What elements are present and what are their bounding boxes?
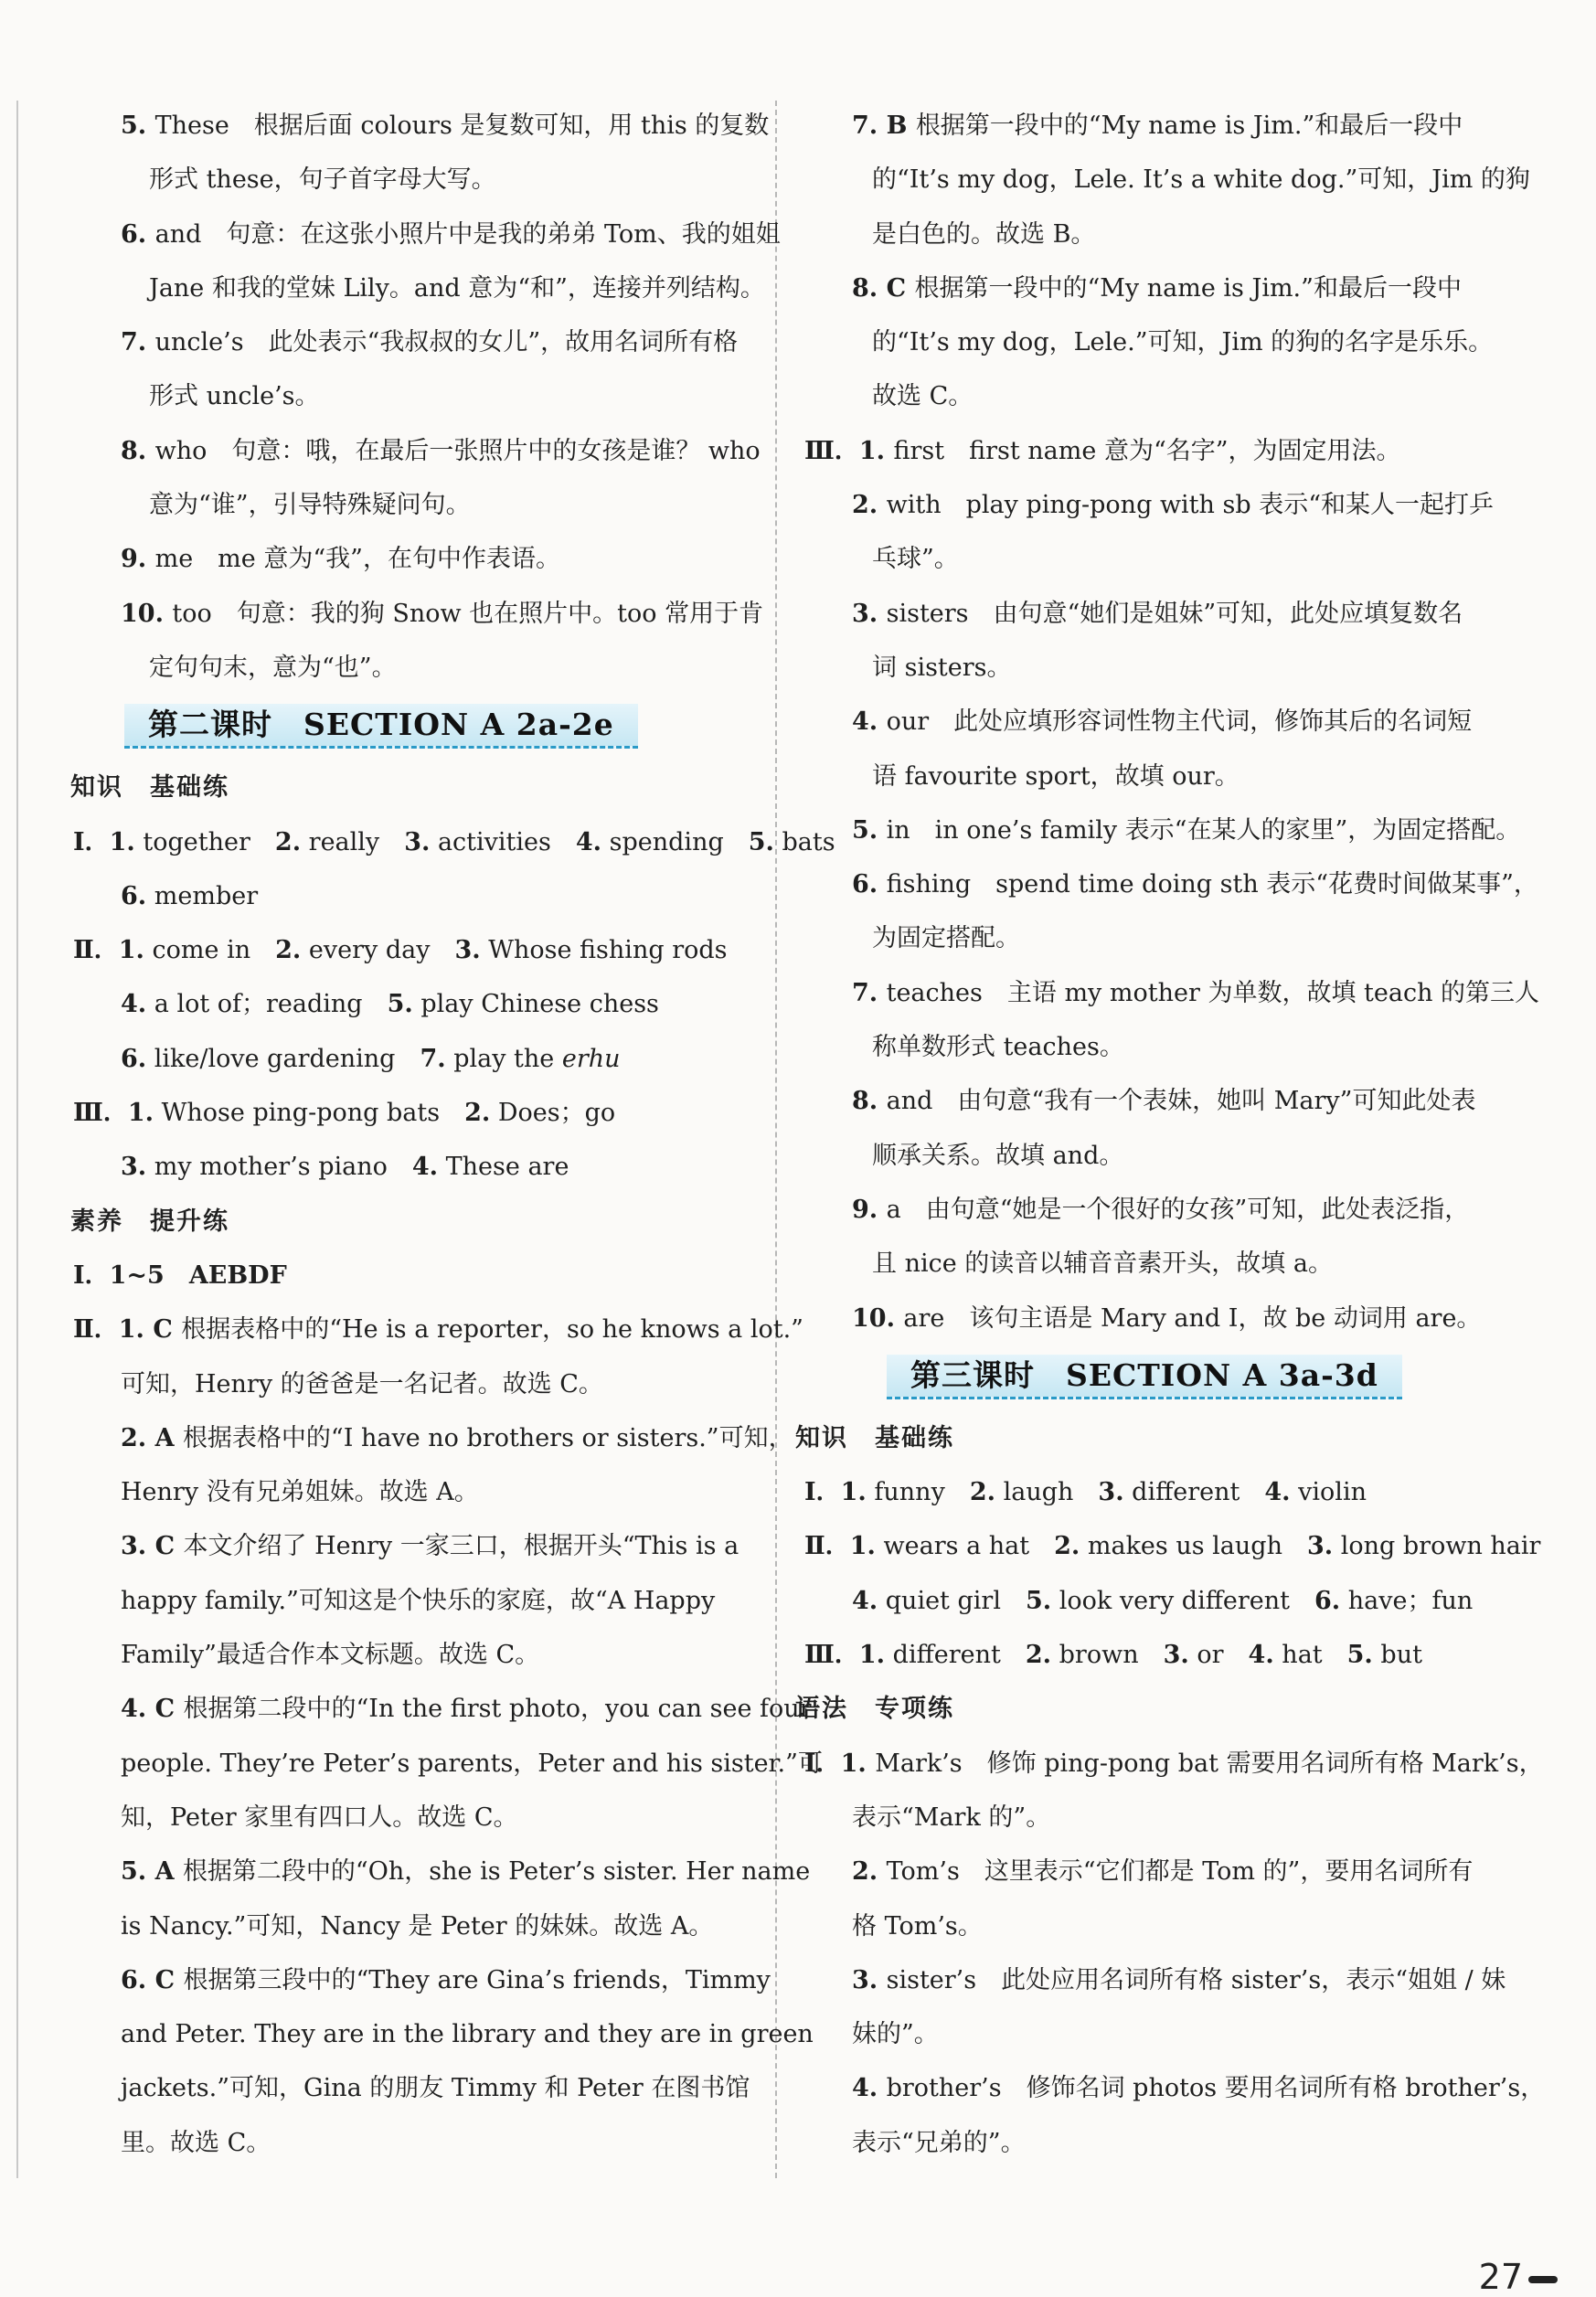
answer-text: a 由句意“她是一个很好的女孩”可知，此处表泛指， [886,1195,1470,1224]
answer-item [804,641,1499,695]
inline-text: 6. [121,1044,147,1073]
inline-text: 2. [275,936,302,965]
section-title [73,695,768,760]
answer-number: 3. C [121,1532,184,1561]
answer-text: jackets.”可知，Gina 的朋友 Timmy 和 Peter 在图书馆 [121,2074,750,2103]
answer-item [73,315,768,369]
inline-text: 3. [121,1153,147,1182]
answer-item [804,478,1499,532]
left-column [70,99,835,2170]
answer-text: in in one’s family 表示“在某人的家里”，为固定搭配。 [886,815,1521,845]
inline-text: 1. [118,936,144,965]
answer-item [73,369,768,423]
answer-text: 词 sisters。 [872,653,1012,682]
answer-text: 且 nice 的读音以辅音音素开头，故填 a。 [872,1250,1333,1279]
answer-item [804,695,1499,749]
answer-number: 4. C [121,1695,184,1724]
inline-text: 3. [1163,1641,1189,1670]
answer-number: 8. [121,436,155,465]
answer-number: 8. [852,1087,887,1116]
reading-answer [73,1465,768,1519]
reading-answer [73,1357,768,1411]
answer-text: 根据第三段中的“They are Gina’s friends，Timmy [183,1965,771,1994]
inline-text: 2. [274,827,302,856]
answer-text: sisters 由句意“她们是姐妹”可知，此处应填复数名 [886,599,1463,628]
answer-item [804,803,1521,857]
answer-text: happy family.”可知这是个快乐的家庭，故“A Happy [121,1586,716,1615]
answer-text: sister’s 此处应用名词所有格 sister’s，表示“姐姐 / 妹 [886,1965,1506,1994]
answer-number: 9. [852,1195,887,1224]
grammar-answer [804,2116,1499,2170]
answer-text: 根据表格中的“He is a reporter，so he knows a lot.” [181,1315,803,1345]
answer-text: 表示“兄弟的”。 [852,2128,1026,2157]
page-number [1479,2257,1558,2297]
answer-text: 形式 these，句子首字母大写。 [149,165,496,195]
reading-answer [73,2116,768,2170]
answer-item [804,911,1499,965]
answer-text: 根据第一段中的“My name is Jim.”和最后一段中 [915,112,1463,140]
answer-item [804,207,1499,261]
inline-text: 4. [1248,1641,1274,1670]
answer-number: 4. [852,2074,887,2103]
answer-item [804,966,1540,1020]
answer-text: is Nancy.”可知，Nancy 是 Peter 的妹妹。故选 A。 [121,1911,714,1941]
answer-text: 形式 uncle’s。 [149,382,320,411]
page-number-text: 27 [1478,2257,1523,2297]
reading-answer [73,1953,771,2007]
page-edge-line [16,101,18,2178]
basic-answer-row: Ⅱ．1. come in 2. every day 3. Whose fishing rods [73,936,728,965]
reading-answer [73,1303,803,1356]
basic-answer-row: Ⅱ．1. wears a hat 2. makes us laugh 3. long brown hair [804,1532,1541,1561]
answer-text: too 句意：我的狗 Snow 也在照片中。too 常用于肯 [172,599,764,628]
answer-number: 6. [852,870,887,899]
answer-text: who 句意：哦，在最后一张照片中的女孩是谁？ who [154,436,761,465]
basic-answer-row: 6. member [121,881,259,910]
answer-text: These 根据后面 colours 是复数可知，用 this 的复数 [154,112,770,140]
answer-item [804,315,1499,369]
answer-item [73,207,781,261]
answer-text: 知，Peter 家里有四口人。故选 C。 [121,1803,518,1832]
page-number-mark [1528,2276,1558,2283]
inline-text: 1. [849,1532,876,1561]
improve-row [73,1249,768,1303]
grammar-answer [804,2061,1546,2115]
inline-text: 1. [109,827,135,856]
answer-text: me me 意为“我”，在句中作表语。 [154,545,560,574]
answer-text: 妹的”。 [852,2020,939,2049]
answer-item [804,153,1530,207]
answer-number: 8. C [852,273,915,303]
subsection-heading: 知识 基础练 [795,1423,954,1452]
inline-text: Ⅰ．1~5 AEBDF [73,1260,287,1290]
section-title-text: 第三课时 SECTION A 3a-3d [887,1355,1402,1399]
answer-item [804,750,1499,803]
inline-text: 5. [748,827,774,856]
inline-text: Ⅰ． [73,827,110,856]
answer-text: our 此处应填形容词性物主代词，修饰其后的名词短 [886,707,1473,737]
answer-text: and 由句意“我有一个表妹，她叫 Mary”可知此处表 [886,1087,1476,1116]
inline-text: 1. [127,1099,154,1128]
inline-text: 2. [1054,1532,1080,1561]
answer-item [804,1292,1499,1345]
inline-text: 4. [575,827,602,856]
answer-item [73,424,768,478]
inline-text: 3. [454,936,481,965]
reading-answer [73,2007,814,2061]
answer-text: 故选 C。 [872,382,974,411]
answer-number: 10. [121,599,173,628]
answer-text: Family”最适合作本文标题。故选 C。 [121,1641,540,1670]
basic-answer-row: Ⅰ．1. funny 2. laugh 3. different 4. violin [804,1478,1367,1507]
inline-text: 2. [1025,1641,1052,1670]
basic-answer-row: 6. like/love gardening 7. play the erhu [121,1044,621,1073]
answer-text: 根据第二段中的“In the first photo，you can see four [183,1695,812,1724]
answer-text: are 该句主语是 Mary and I，故 be 动词用 are。 [903,1303,1482,1333]
answer-number: 2. A [121,1423,183,1452]
answer-number: 3. [852,599,887,628]
inline-text: Ⅱ． [73,936,119,965]
answer-text: 语 favourite sport，故填 our。 [872,761,1240,791]
inline-text: 1. [858,1641,886,1670]
inline-text: 5. [1025,1586,1052,1615]
answer-text: Mark’s 修饰 ping-pong bat 需要用名词所有格 Mark’s， [875,1749,1544,1778]
answer-number: 7. [121,328,155,357]
answer-text: 的“It’s my dog，Lele. It’s a white dog.”可知，Jim 的狗 [872,165,1530,195]
reading-answer [73,1899,768,1953]
answer-item [804,532,1499,586]
basic-answer-row: Ⅲ．1. different 2. brown 3. or 4. hat 5. but [804,1641,1422,1670]
inline-text: Ⅲ． [804,1641,859,1670]
inline-text: 4. [1264,1478,1291,1507]
answer-item [73,99,768,153]
answer-text: 意为“谁”，引导特殊疑问句。 [149,491,471,520]
answer-number: 5. [121,112,155,140]
answer-item [73,478,768,532]
inline-text: 2. [464,1099,491,1128]
answer-number: 7. [852,978,887,1007]
answer-item [804,261,1499,315]
inline-text: 7. [420,1044,446,1073]
answer-number: Ⅱ．1. C [73,1315,182,1345]
answer-number: 5. [852,815,887,845]
inline-text: 3. [1098,1478,1124,1507]
section-title [804,1345,1499,1411]
inline-text: 4. [121,990,147,1019]
answer-text: first first name 意为“名字”，为固定用法。 [893,436,1401,465]
answer-item [804,1020,1499,1074]
answer-item [73,641,768,695]
reading-answer [73,1628,768,1682]
answer-text: 根据第一段中的“My name is Jim.”和最后一段中 [914,273,1462,303]
inline-text: 4. [852,1586,878,1615]
inline-text: 5. [1346,1641,1373,1670]
grammar-answer [804,1737,1544,1791]
section-title-text: 第二课时 SECTION A 2a-2e [124,704,638,749]
reading-answer [73,1682,812,1736]
subsection-heading: 素养 提升练 [70,1207,229,1236]
answer-item [804,1183,1499,1237]
inline-text: 4. [411,1153,439,1182]
answer-text: 的“It’s my dog，Lele.”可知，Jim 的狗的名字是乐乐。 [872,328,1494,357]
answer-text: 根据表格中的“I have no brothers or sisters.”可知， [182,1423,793,1452]
answer-item [804,857,1538,911]
reading-answer [73,1845,811,1898]
answer-text: 乓球”。 [872,545,959,574]
inline-text: 6. [121,881,147,910]
subsection-heading: 知识 基础练 [70,773,229,803]
answer-item [804,1129,1499,1183]
answer-number: Ⅰ．1. [804,1749,876,1778]
answer-item [804,424,1499,478]
answer-text: 是白色的。故选 B。 [872,219,1096,249]
answer-item [73,587,768,641]
answer-text: 为固定搭配。 [872,924,1020,953]
inline-text: 2. [969,1478,996,1507]
subsection-heading: 语法 专项练 [795,1695,954,1724]
answer-number: 7. B [852,112,916,140]
answer-number: 2. [852,1857,887,1887]
answer-number: 9. [121,545,155,574]
inline-text: erhu [561,1044,621,1073]
answer-item [804,99,1499,153]
answer-text: and Peter. They are in the library and they are in green [121,2020,814,2049]
inline-text: 5. [387,990,413,1019]
answer-text: 可知，Henry 的爸爸是一名记者。故选 C。 [121,1369,603,1398]
basic-answer-row: 4. a lot of；reading 5. play Chinese chess [121,990,659,1019]
reading-answer [73,2061,768,2115]
answer-number: 5. A [121,1857,183,1887]
answer-text: teaches 主语 my mother 为单数，故填 teach 的第三人 [886,978,1540,1007]
answer-number: 6. C [121,1965,184,1994]
answer-number: 10. [852,1303,904,1333]
inline-text: Ⅲ． [73,1099,128,1128]
answer-text: and 句意：在这张小照片中是我的弟弟 Tom、我的姐姐 [154,219,781,249]
answer-text: 本文介绍了 Henry 一家三口，根据开头“This is a [183,1532,739,1561]
answer-text: people. They’re Peter’s parents，Peter and his sister.”可 [121,1749,823,1778]
answer-text: 表示“Mark 的”。 [852,1803,1051,1832]
answer-item [804,1237,1499,1291]
inline-text: Ⅰ． [804,1478,841,1507]
answer-text: 定句句末，意为“也”。 [149,653,397,682]
reading-answer [73,1574,768,1628]
answer-item [73,153,768,207]
inline-text: 1. [840,1478,867,1507]
basic-answer-row: Ⅰ．1. together 2. really 3. activities 4. spending 5. bats [73,827,835,856]
grammar-answer [804,1953,1506,2007]
answer-item [73,261,768,315]
answer-item [804,587,1499,641]
answer-item [73,532,768,586]
grammar-answer [804,2007,1499,2061]
answer-text: 顺承关系。故填 and。 [872,1141,1124,1170]
answer-text: 格 Tom’s。 [852,1911,983,1941]
reading-answer [73,1411,793,1465]
answer-text: 称单数形式 teaches。 [872,1033,1124,1062]
answer-text: uncle’s 此处表示“我叔叔的女儿”，故用名词所有格 [154,328,739,357]
grammar-answer [804,1791,1499,1845]
answer-text: fishing spend time doing sth 表示“花费时间做某事”， [886,870,1538,899]
inline-text: 3. [1306,1532,1334,1561]
inline-text: 6. [1314,1586,1341,1615]
basic-answer-row: Ⅲ．1. Whose ping-pong bats 2. Does；go [73,1099,616,1128]
basic-answer-row: 4. quiet girl 5. look very different 6. have；fun [852,1586,1474,1615]
answer-text: with play ping-pong with sb 表示“和某人一起打乒 [886,491,1495,520]
inline-text: 3. [404,827,431,856]
answer-number: Ⅲ．1. [804,436,894,465]
reading-answer [73,1737,823,1791]
answer-text: Henry 没有兄弟姐妹。故选 A。 [121,1478,479,1507]
answer-number: 3. [852,1965,887,1994]
answer-text: 里。故选 C。 [121,2128,271,2157]
grammar-answer [804,1845,1499,1898]
answer-text: Tom’s 这里表示“它们都是 Tom 的”，要用名词所有 [886,1857,1474,1887]
answer-number: 6. [121,219,155,249]
answer-number: 2. [852,491,887,520]
answer-item [804,1074,1499,1128]
answer-text: 根据第二段中的“Oh，she is Peter’s sister. Her name [182,1857,811,1887]
inline-text: Ⅱ． [804,1532,850,1561]
grammar-answer [804,1899,1499,1953]
answer-text: brother’s 修饰名词 photos 要用名词所有格 brother’s， [886,2074,1546,2103]
answer-item [804,369,1499,423]
answer-text: Jane 和我的堂妹 Lily。and 意为“和”，连接并列结构。 [149,273,765,303]
basic-answer-row: 3. my mother’s piano 4. These are [121,1153,569,1182]
reading-answer [73,1519,768,1573]
reading-answer [73,1791,768,1845]
answer-number: 4. [852,707,887,737]
right-column [795,99,1546,2170]
